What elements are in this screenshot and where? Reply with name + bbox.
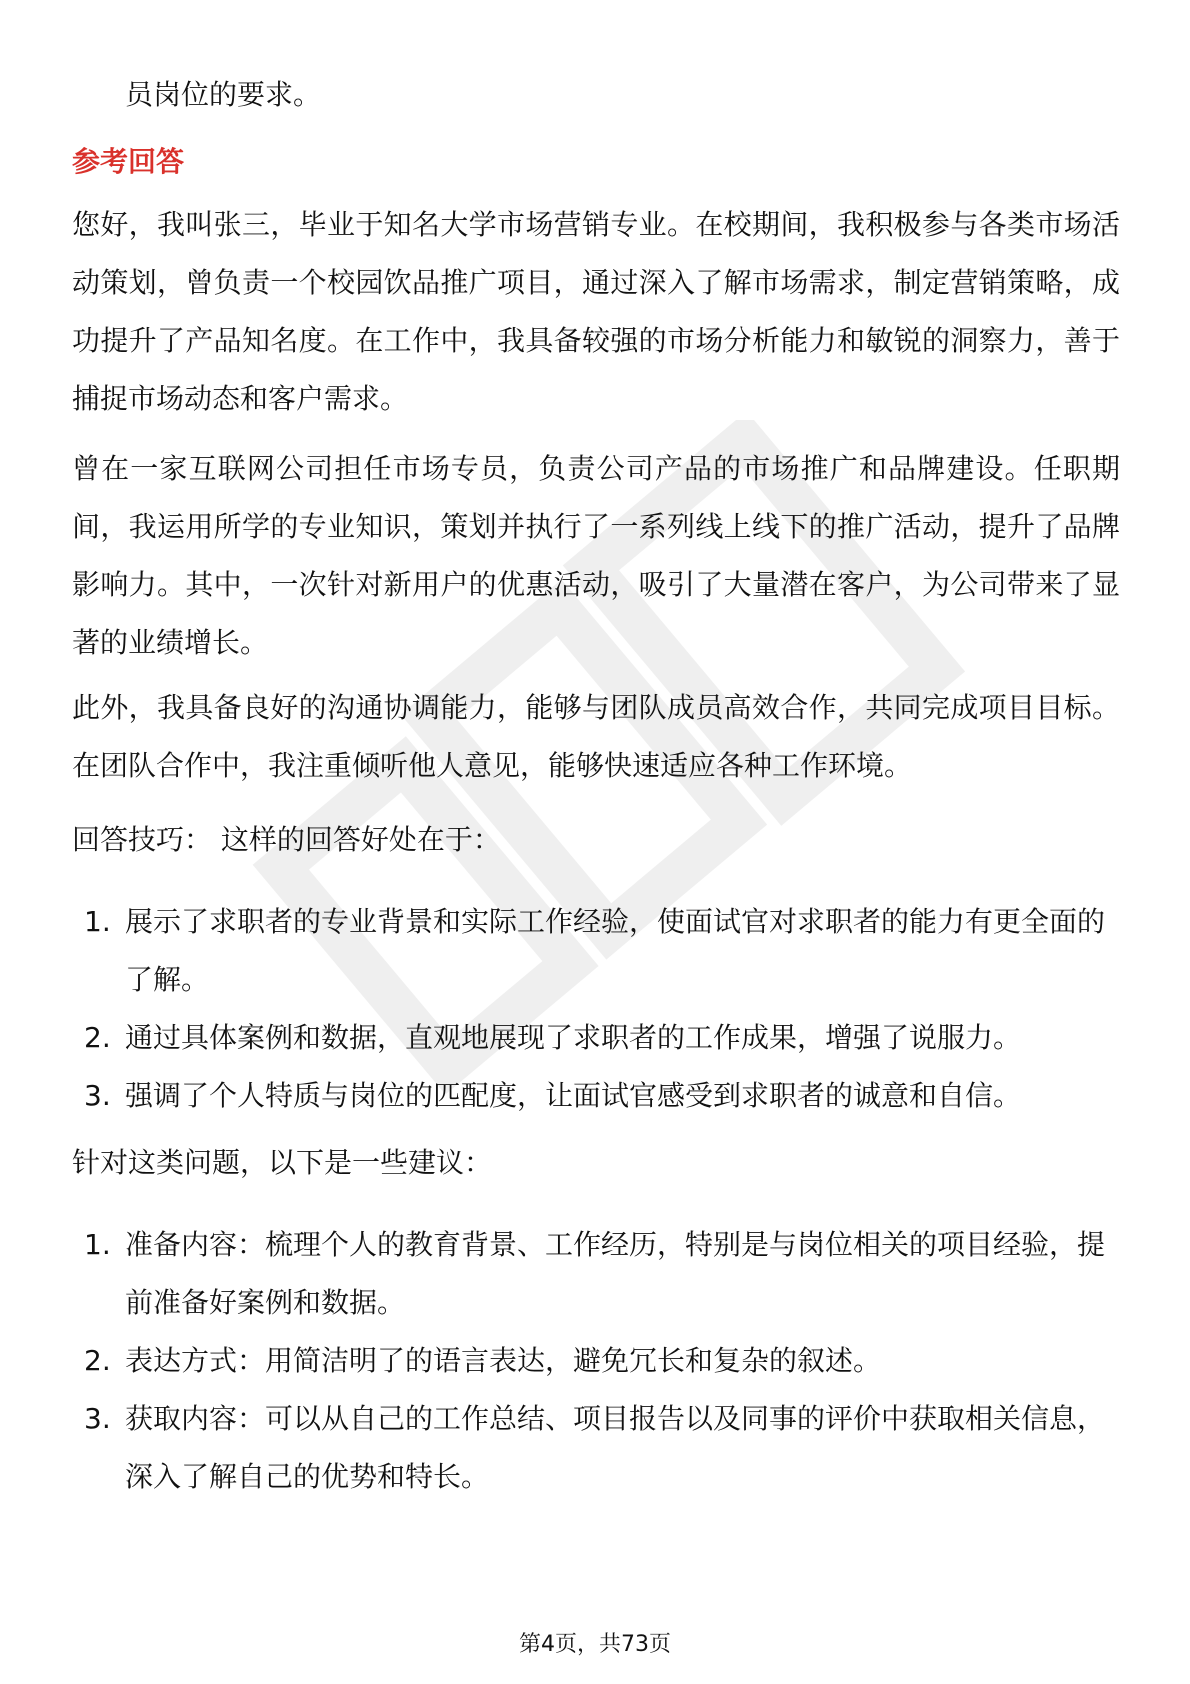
answer-paragraph-1: 您好，我叫张三，毕业于知名大学市场营销专业。在校期间，我积极参与各类市场活动策划，曾负责一个校园饮品推广项目，通过深入了解市场需求，制定营销策略，成功提升了产品知名度。在工作中，我具备较强的市场分析能力和敏锐的洞察力，善于捕捉市场动态和客户需求。 — [72, 208, 1120, 415]
continuation-text: 员岗位的要求。 — [125, 78, 322, 111]
list-number: 2. — [84, 1021, 111, 1054]
list-text: 准备内容：梳理个人的教育背景、工作经历，特别是与岗位相关的项目经验，提前准备好案例和数据。 — [125, 1228, 1106, 1319]
list-number: 1. — [84, 905, 111, 938]
tips-intro: 回答技巧： 这样的回答好处在于： — [72, 823, 501, 856]
list-number: 3. — [84, 1079, 111, 1112]
list-item — [72, 1332, 1120, 1390]
list-text: 强调了个人特质与岗位的匹配度，让面试官感受到求职者的诚意和自信。 — [125, 1079, 1022, 1112]
page-footer: 第4页，共73页 — [519, 1632, 671, 1657]
list-text: 展示了求职者的专业背景和实际工作经验，使面试官对求职者的能力有更全面的了解。 — [125, 905, 1106, 996]
list-number: 2. — [84, 1344, 111, 1377]
list-number: 1. — [84, 1228, 111, 1261]
list-item — [72, 1390, 1120, 1506]
list-text: 表达方式：用简洁明了的语言表达，避免冗长和复杂的叙述。 — [125, 1344, 882, 1377]
list-text: 获取内容：可以从自己的工作总结、项目报告以及同事的评价中获取相关信息，深入了解自己的优势和特长。 — [125, 1402, 1106, 1493]
answer-paragraph-2: 曾在一家互联网公司担任市场专员，负责公司产品的市场推广和品牌建设。任职期间，我运用所学的专业知识，策划并执行了一系列线上线下的推广活动，提升了品牌影响力。其中，一次针对新用户的优惠活动，吸引了大量潜在客户，为公司带来了显著的业绩增长。 — [72, 452, 1120, 659]
list-number: 3. — [84, 1402, 111, 1435]
list-item — [72, 1216, 1120, 1332]
suggestions-intro: 针对这类问题，以下是一些建议： — [72, 1146, 493, 1179]
list-item — [72, 1067, 1120, 1125]
list-text: 通过具体案例和数据，直观地展现了求职者的工作成果，增强了说服力。 — [125, 1021, 1022, 1054]
suggestions-list — [72, 1216, 1120, 1506]
section-heading: 参考回答 — [72, 145, 185, 178]
list-item — [72, 893, 1120, 1009]
answer-paragraph-3: 此外，我具备良好的沟通协调能力，能够与团队成员高效合作，共同完成项目目标。在团队合作中，我注重倾听他人意见，能够快速适应各种工作环境。 — [72, 691, 1120, 782]
list-item — [72, 1009, 1120, 1067]
tips-list — [72, 893, 1120, 1125]
